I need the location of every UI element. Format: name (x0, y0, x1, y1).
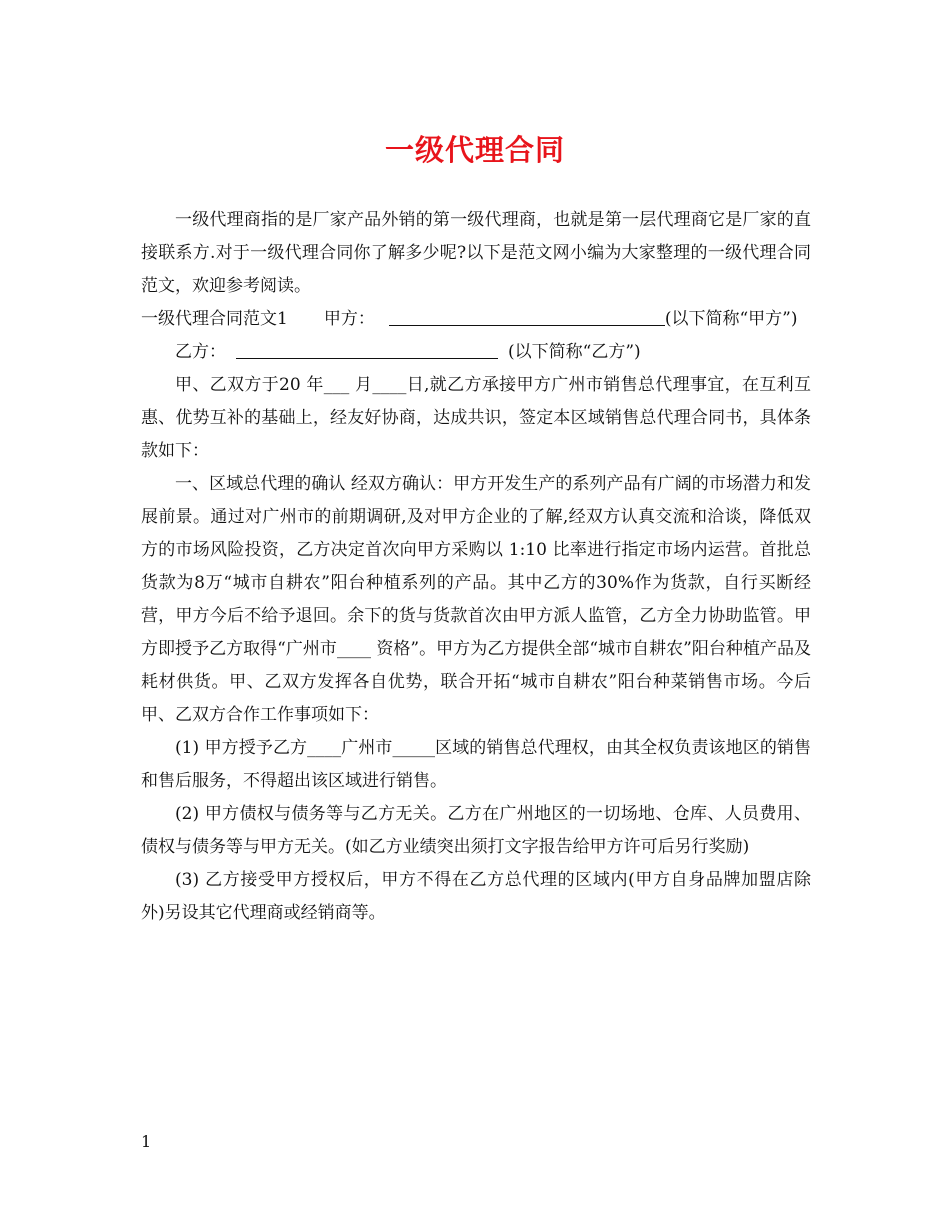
party-b-label: 乙方： (175, 342, 226, 362)
party-b-line (141, 336, 811, 369)
item-2-paragraph: (2) 甲方债权与债务等与乙方无关。乙方在广州地区的一切场地、仓库、人员费用、债权与债务等与甲方无关。(如乙方业绩突出须打文字报告给甲方许可后另行奖励) (141, 804, 811, 857)
page-number: 1 (141, 1132, 152, 1151)
party-a-suffix: (以下简称“甲方”) (664, 309, 798, 329)
party-a-line (141, 303, 811, 336)
party-b-blank (236, 336, 498, 359)
document-title: 一级代理合同 (384, 133, 565, 167)
sample-label: 一级代理合同范文1 (141, 309, 288, 329)
agreement-paragraph: 甲、乙双方于20 年___ 月____日,就乙方承接甲方广州市销售总代理事宜，在互利互惠、优势互补的基础上，经友好协商，达成共识，签定本区域销售总代理合同书，具体条款如下： (141, 375, 811, 461)
item-3-paragraph: (3) 乙方接受甲方授权后，甲方不得在乙方总代理的区域内(甲方自身品牌加盟店除外)另设其它代理商或经销商等。 (141, 870, 811, 923)
party-a-label: 甲方： (323, 309, 375, 329)
item-1-paragraph: (1) 甲方授予乙方____广州市_____区域的销售总代理权，由其全权负责该地区的销售和售后服务，不得超出该区域进行销售。 (141, 738, 811, 791)
party-b-suffix: (以下简称“乙方”) (508, 342, 641, 362)
party-a-blank (389, 303, 665, 326)
section-1-paragraph: 一、区域总代理的确认 经双方确认：甲方开发生产的系列产品有广阔的市场潜力和发展前景。通过对广州市的前期调研,及对甲方企业的了解,经双方认真交流和洽谈，降低双方的市场风险投资，乙方决定首次向甲方采购以 1:10 比率进行指定市场内运营。首批总货款为8万“城市自耕农”阳台种植系列的产品。其中乙方的30%作为货款，自行买断经营，甲方今后不给予退回。余下的货与货款首次由甲方派人监管，乙方全力协助监管。甲方即授予乙方取得“广州市____ 资格”。甲方为乙方提供全部“城市自耕农”阳台种植产品及耗材供货。甲、乙双方发挥各自优势，联合开拓“城市自耕农”阳台种菜销售市场。今后甲、乙双方合作工作事项如下： (141, 474, 811, 725)
intro-paragraph: 一级代理商指的是厂家产品外销的第一级代理商，也就是第一层代理商它是厂家的直接联系方.对于一级代理合同你了解多少呢?以下是范文网小编为大家整理的一级代理合同范文，欢迎参考阅读。 (141, 210, 811, 296)
document-body (141, 204, 811, 930)
